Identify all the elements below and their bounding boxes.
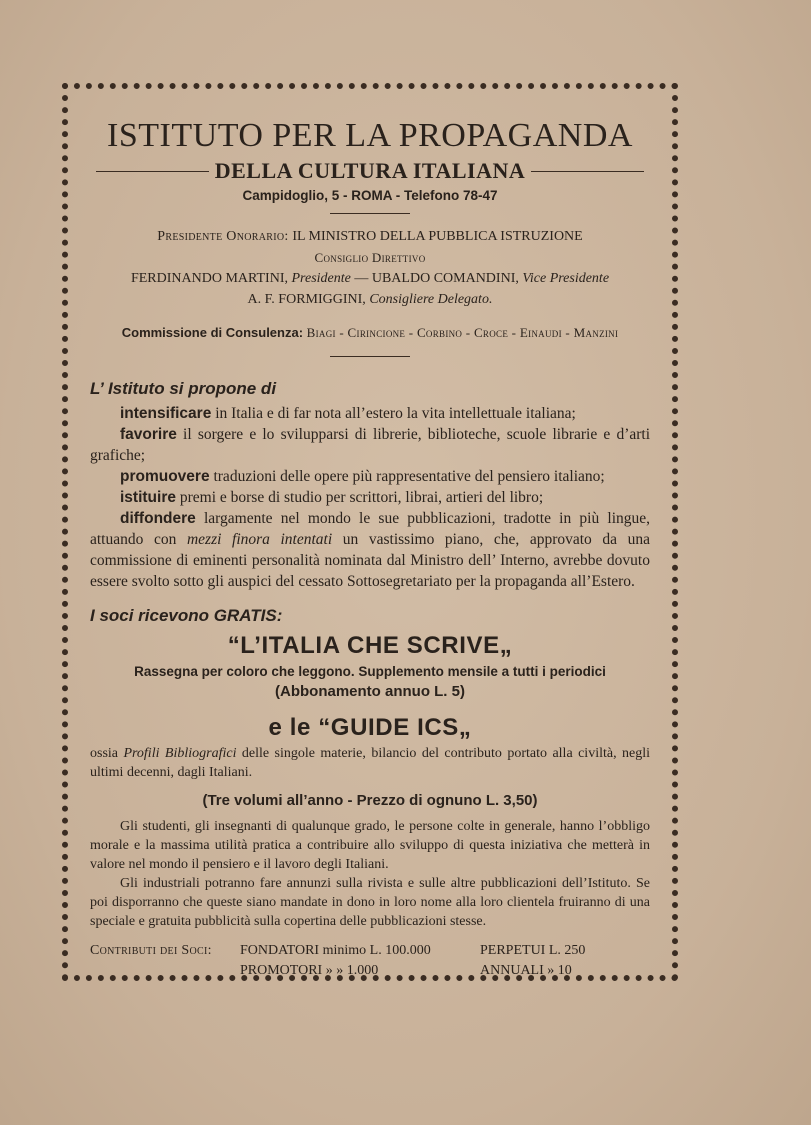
divider [330,213,410,214]
publication-price: (Abbonamento annuo L. 5) [275,683,465,700]
publication-desc: ossia Profili Bibliografici delle singole materie, bilancio del contributo portato alla civiltà, negli ultimi decenni, dagli Italiani. [90,746,651,780]
board-delegate: A. F. FORMIGGINI, Consigliere Delegato. [247,292,493,307]
publication-desc: Rassegna per coloro che leggono. Supplemento mensile a tutti i periodici [134,664,606,679]
address: Campidoglio, 5 - ROMA - Telefono 78-47 [242,188,498,203]
publication-title: “L’ITALIA CHE SCRIVE„ [227,632,513,659]
honorary-president: Presidente Onorario: IL MINISTRO DELLA PUBBLICA ISTRUZIONE [157,229,583,244]
contributions-table [90,941,650,981]
table-row: PROMOTORI » » 1.000 ANNUALI » 10 [240,963,572,978]
subtitle-row [90,158,650,184]
purpose-item: favorire il sorgere e lo svilupparsi di librerie, biblioteche, scuole librarie e d’arti grafiche; [90,426,651,464]
subtitle: DELLA CULTURA ITALIANA [214,158,526,183]
divider [330,356,410,357]
publication-title: e le “GUIDE ICS„ [268,714,472,741]
notice-paragraph: Gli industriali potranno fare annunzi sulla rivista e sulle altre pubblicazioni dell’Istituto. Se poi disporranno che queste siano mandate in dono in loro nome alla loro clientela fruiranno di una speciale e gratuita pubblicità sulla copertina delle pubblicazioni stesse. [90,876,650,929]
page-title: ISTITUTO PER LA PROPAGANDA [107,117,633,154]
commission: Commissione di Consulenza: Biagi - Cirincione - Corbino - Croce - Einaudi - Manzini [121,325,619,340]
divider [531,171,644,172]
intro-heading: L’ Istituto si propone di [90,379,277,398]
purpose-item: intensificare in Italia e di far nota all’estero la vita intellettuale italiana; [120,405,576,422]
board-heading: Consiglio Direttivo [314,250,426,265]
members-heading: I soci ricevono GRATIS: [90,606,283,625]
board-members: FERDINANDO MARTINI, Presidente — UBALDO COMANDINI, Vice Presidente [130,271,610,286]
purpose-item: istituire premi e borse di studio per scrittori, librai, artieri del libro; [120,489,544,506]
table-row: Contributi dei Soci: FONDATORI minimo L. 100.000 PERPETUI L. 250 [90,943,586,958]
notice-paragraph: Gli studenti, gli insegnanti di qualunque grado, le persone colte in generale, hanno l’obbligo morale e la massima utilità pratica a contribuire allo sviluppo di questa iniziativa che metterà in valore nel mondo il pensiero e il lavoro degli Italiani. [90,819,650,872]
publication-price: (Tre volumi all’anno - Prezzo di ognuno L. 3,50) [202,792,538,809]
divider [96,171,209,172]
document-content [90,108,650,981]
purpose-item: promuovere traduzioni delle opere più rappresentative del pensiero italiano; [120,468,605,485]
purpose-item: diffondere largamente nel mondo le sue pubblicazioni, tradotte in più lingue, attuando con mezzi finora intentati un vastissimo piano, che, approvato da una commissione di eminenti personalità nominata dal Ministro dell’ Interno, avrebbe dovuto essere svolto sotto gli auspici del cessato Sottosegretariato per la propaganda all’Estero. [90,510,651,590]
